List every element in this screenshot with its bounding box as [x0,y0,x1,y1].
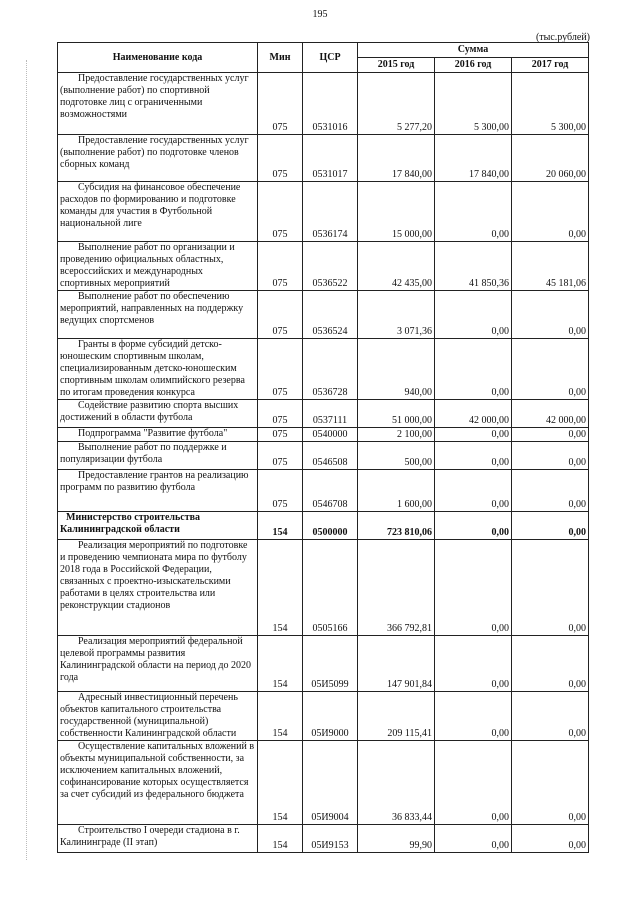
row-name: Содействие развитию спорта высших достижений в области футбола [58,400,258,428]
row-sum-2017: 0,00 [512,512,589,540]
row-min: 154 [258,512,303,540]
row-sum-2015: 36 833,44 [358,741,435,825]
row-sum-2017: 0,00 [512,470,589,512]
row-sum-2015: 940,00 [358,339,435,400]
budget-table [57,42,589,853]
row-csr: 0536524 [303,291,358,339]
table-row [58,692,589,741]
row-sum-2016: 0,00 [435,291,512,339]
row-sum-2015: 3 071,36 [358,291,435,339]
table-row [58,470,589,512]
row-sum-2015: 366 792,81 [358,540,435,636]
row-min: 154 [258,825,303,853]
row-csr: 05И5099 [303,636,358,692]
row-sum-2015: 42 435,00 [358,242,435,291]
row-sum-2016: 17 840,00 [435,135,512,182]
row-min: 075 [258,242,303,291]
row-min: 075 [258,339,303,400]
row-sum-2015: 1 600,00 [358,470,435,512]
row-sum-2016: 41 850,36 [435,242,512,291]
row-csr: 05И9000 [303,692,358,741]
row-sum-2017: 0,00 [512,182,589,242]
row-name: Реализация мероприятий федеральной целевой программы развития Калининградской области на период до 2020 года [58,636,258,692]
row-sum-2017: 42 000,00 [512,400,589,428]
row-min: 154 [258,540,303,636]
row-csr: 0531016 [303,73,358,135]
row-sum-2015: 51 000,00 [358,400,435,428]
table-row [58,741,589,825]
row-sum-2016: 0,00 [435,442,512,470]
row-min: 075 [258,73,303,135]
row-sum-2017: 0,00 [512,636,589,692]
row-min: 075 [258,182,303,242]
table-row [58,339,589,400]
row-name: Строительство I очереди стадиона в г. Калининграде (II этап) [58,825,258,853]
row-csr: 0537111 [303,400,358,428]
table-row [58,540,589,636]
row-name: Выполнение работ по поддержке и популяризации футбола [58,442,258,470]
row-sum-2015: 723 810,06 [358,512,435,540]
row-sum-2015: 15 000,00 [358,182,435,242]
row-sum-2015: 17 840,00 [358,135,435,182]
table-row [58,291,589,339]
row-sum-2016: 42 000,00 [435,400,512,428]
row-name: Министерство строительства Калининградской области [58,512,258,540]
row-sum-2017: 0,00 [512,540,589,636]
row-min: 075 [258,470,303,512]
table-row [58,512,589,540]
row-min: 154 [258,692,303,741]
row-sum-2015: 500,00 [358,442,435,470]
row-csr: 0546508 [303,442,358,470]
row-name: Предоставление грантов на реализацию программ по развитию футбола [58,470,258,512]
row-sum-2016: 0,00 [435,339,512,400]
units-label: (тыс.рублей) [535,32,590,43]
header-csr: ЦСР [303,43,358,73]
row-sum-2016: 0,00 [435,741,512,825]
header-2015: 2015 год [358,58,435,73]
row-sum-2016: 0,00 [435,470,512,512]
table-row [58,242,589,291]
row-min: 075 [258,291,303,339]
row-sum-2017: 20 060,00 [512,135,589,182]
row-name: Адресный инвестиционный перечень объектов капитального строительства государственной (муниципальной) собственности Калининградской области [58,692,258,741]
row-sum-2017: 0,00 [512,291,589,339]
table-row [58,442,589,470]
header-sum: Сумма [358,43,589,58]
row-sum-2015: 147 901,84 [358,636,435,692]
row-name: Подпрограмма "Развитие футбола" [58,428,258,442]
row-name: Осуществление капитальных вложений в объекты муниципальной собственности, за исключением капитальных вложений, софинансирование которых осуществляется за счет субсидий из федерального бюджета [58,741,258,825]
table-row [58,135,589,182]
row-sum-2017: 45 181,06 [512,242,589,291]
row-sum-2015: 5 277,20 [358,73,435,135]
row-sum-2017: 0,00 [512,428,589,442]
row-sum-2015: 2 100,00 [358,428,435,442]
row-csr: 0540000 [303,428,358,442]
row-sum-2016: 0,00 [435,636,512,692]
table-row [58,636,589,692]
row-sum-2016: 0,00 [435,182,512,242]
row-csr: 0536174 [303,182,358,242]
table-body [58,73,589,853]
row-name: Выполнение работ по обеспечению мероприятий, направленных на поддержку ведущих спортсменов [58,291,258,339]
table-row [58,400,589,428]
row-csr: 05И9153 [303,825,358,853]
table-row [58,73,589,135]
row-min: 154 [258,636,303,692]
row-sum-2017: 0,00 [512,442,589,470]
row-csr: 0500000 [303,512,358,540]
row-sum-2016: 0,00 [435,512,512,540]
row-name: Предоставление государственных услуг (выполнение работ) по подготовке членов сборных команд [58,135,258,182]
row-min: 075 [258,442,303,470]
row-sum-2017: 0,00 [512,741,589,825]
row-min: 075 [258,400,303,428]
row-sum-2016: 0,00 [435,692,512,741]
row-name: Предоставление государственных услуг (выполнение работ) по спортивной подготовке лиц с ограниченными возможностями [58,73,258,135]
header-name: Наименование кода [58,43,258,73]
row-sum-2015: 209 115,41 [358,692,435,741]
row-min: 075 [258,135,303,182]
row-sum-2017: 0,00 [512,825,589,853]
row-name: Гранты в форме субсидий детско-юношеским спортивным школам, специализированным детско-юношеским спортивным школам олимпийского резерва по итогам проведения конкурса [58,339,258,400]
row-name: Субсидия на финансовое обеспечение расходов по формированию и подготовке команды для участия в Футбольной национальной лиге [58,182,258,242]
page-number: 195 [312,9,328,20]
row-sum-2016: 0,00 [435,540,512,636]
row-sum-2017: 0,00 [512,339,589,400]
row-min: 154 [258,741,303,825]
scan-edge [26,60,29,860]
row-sum-2016: 0,00 [435,428,512,442]
row-csr: 0536522 [303,242,358,291]
row-sum-2016: 0,00 [435,825,512,853]
table-row [58,428,589,442]
row-name: Выполнение работ по организации и проведению официальных областных, всероссийских и международных спортивных мероприятий [58,242,258,291]
row-csr: 05И9004 [303,741,358,825]
row-csr: 0505166 [303,540,358,636]
row-sum-2017: 0,00 [512,692,589,741]
row-sum-2017: 5 300,00 [512,73,589,135]
header-2016: 2016 год [435,58,512,73]
table-header [58,43,589,73]
header-min: Мин [258,43,303,73]
row-sum-2015: 99,90 [358,825,435,853]
table-row [58,182,589,242]
row-name: Реализация мероприятий по подготовке и проведению чемпионата мира по футболу 2018 года в Российской Федерации, связанных с проектно-изыскательскими работами в целях строительства или реконструкции стадионов [58,540,258,636]
table-row [58,825,589,853]
row-sum-2016: 5 300,00 [435,73,512,135]
row-min: 075 [258,428,303,442]
row-csr: 0536728 [303,339,358,400]
row-csr: 0546708 [303,470,358,512]
row-csr: 0531017 [303,135,358,182]
header-2017: 2017 год [512,58,589,73]
